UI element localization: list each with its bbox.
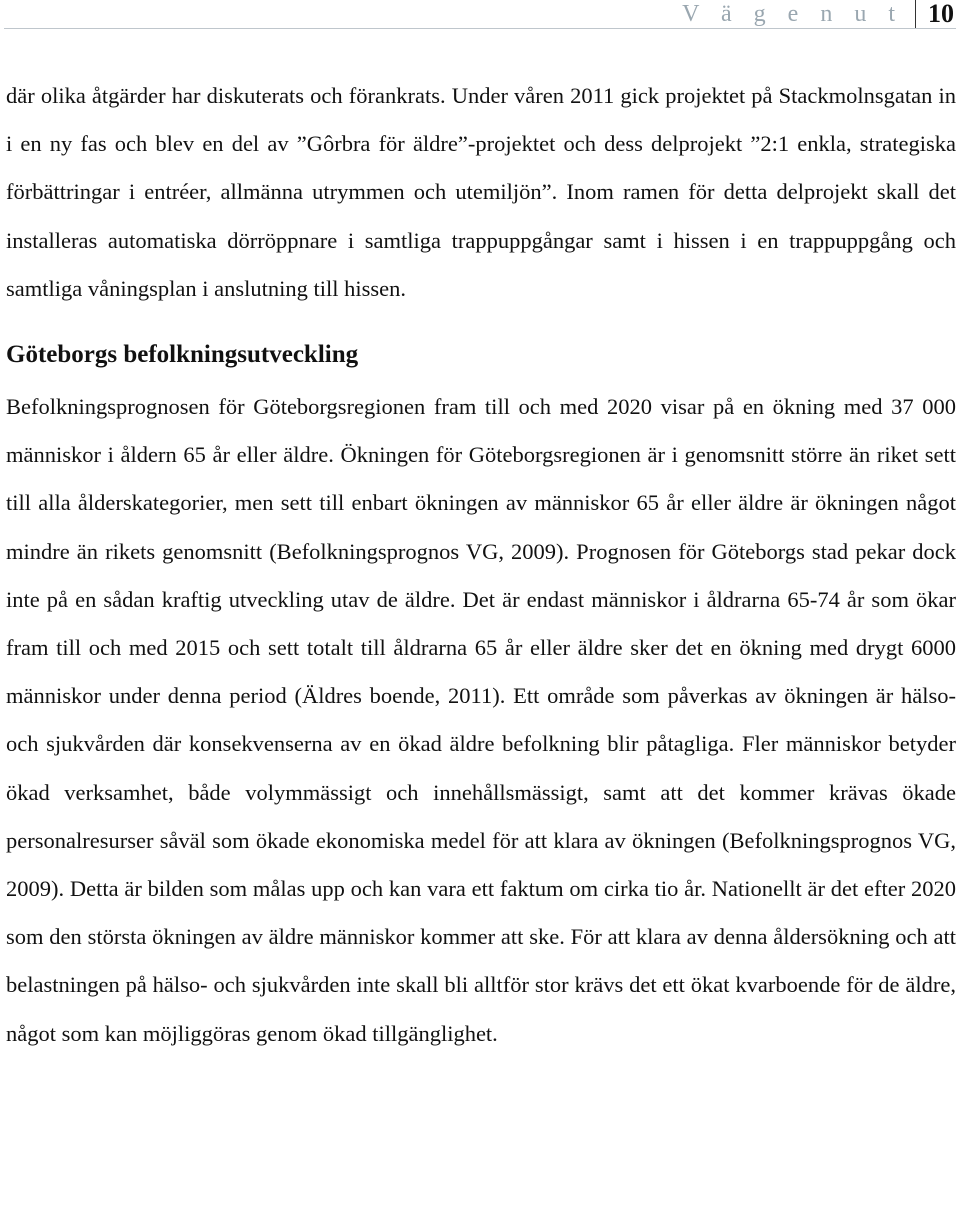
page-number: 10 bbox=[928, 0, 954, 28]
header-rule bbox=[4, 28, 956, 29]
page-header bbox=[682, 0, 954, 28]
section-heading: Göteborgs befolkningsutveckling bbox=[6, 341, 359, 369]
body-paragraph: Befolkningsprognosen för Göteborgsregionen fram till och med 2020 visar på en ökning med 37 000 människor i åldern 65 år eller äldre. Ökningen för Göteborgsregionen är i genomsnitt större än riket sett till alla ålderskategorier, men sett till enbart ökningen av människor 65 år eller äldre är ökningen något mindre än rikets genomsnitt (Befolkningsprognos VG, 2009). Prognosen för Göteborgs stad pekar dock inte på en sådan kraftig utveckling utav de äldre. Det är endast människor i åldrarna 65-74 år som ökar fram till och med 2015 och sett totalt till åldrarna 65 år eller äldre sker det en ökning med drygt 6000 människor under denna period (Äldres boende, 2011). Ett område som påverkas av ökningen är hälso- och sjukvården där konsekvenserna av en ökad äldre befolkning blir påtagliga. Fler människor betyder ökad verksamhet, både volymmässigt och innehållsmässigt, samt att det kommer krävas ökade personalresurser såväl som ökade ekonomiska medel för att klara av ökningen (Befolkningsprognos VG, 2009). Detta är bilden som målas upp och kan vara ett faktum om cirka tio år. Nationellt är det efter 2020 som den största ökningen av äldre människor kommer att ske. För att klara av denna åldersökning och att belastningen på hälso- och sjukvården inte skall bli alltför stor krävs det ett ökat kvarboende för de äldre, något som kan möjliggöras genom ökad tillgänglighet. bbox=[6, 394, 956, 1046]
running-header-title: V ä g e n u t bbox=[682, 0, 903, 27]
page-body bbox=[6, 72, 956, 1058]
header-divider bbox=[915, 0, 916, 28]
body-paragraph: där olika åtgärder har diskuterats och förankrats. Under våren 2011 gick projektet på Stackmolnsgatan in i en ny fas och blev en del av ”Gôrbra för äldre”-projektet och dess delprojekt ”2:1 enkla, strategiska förbättringar i entréer, allmänna utrymmen och utemiljön”. Inom ramen för detta delprojekt skall det installeras automatiska dörröppnare i samtliga trappuppgångar samt i hissen i en trappuppgång och samtliga våningsplan i anslutning till hissen. bbox=[6, 83, 956, 301]
